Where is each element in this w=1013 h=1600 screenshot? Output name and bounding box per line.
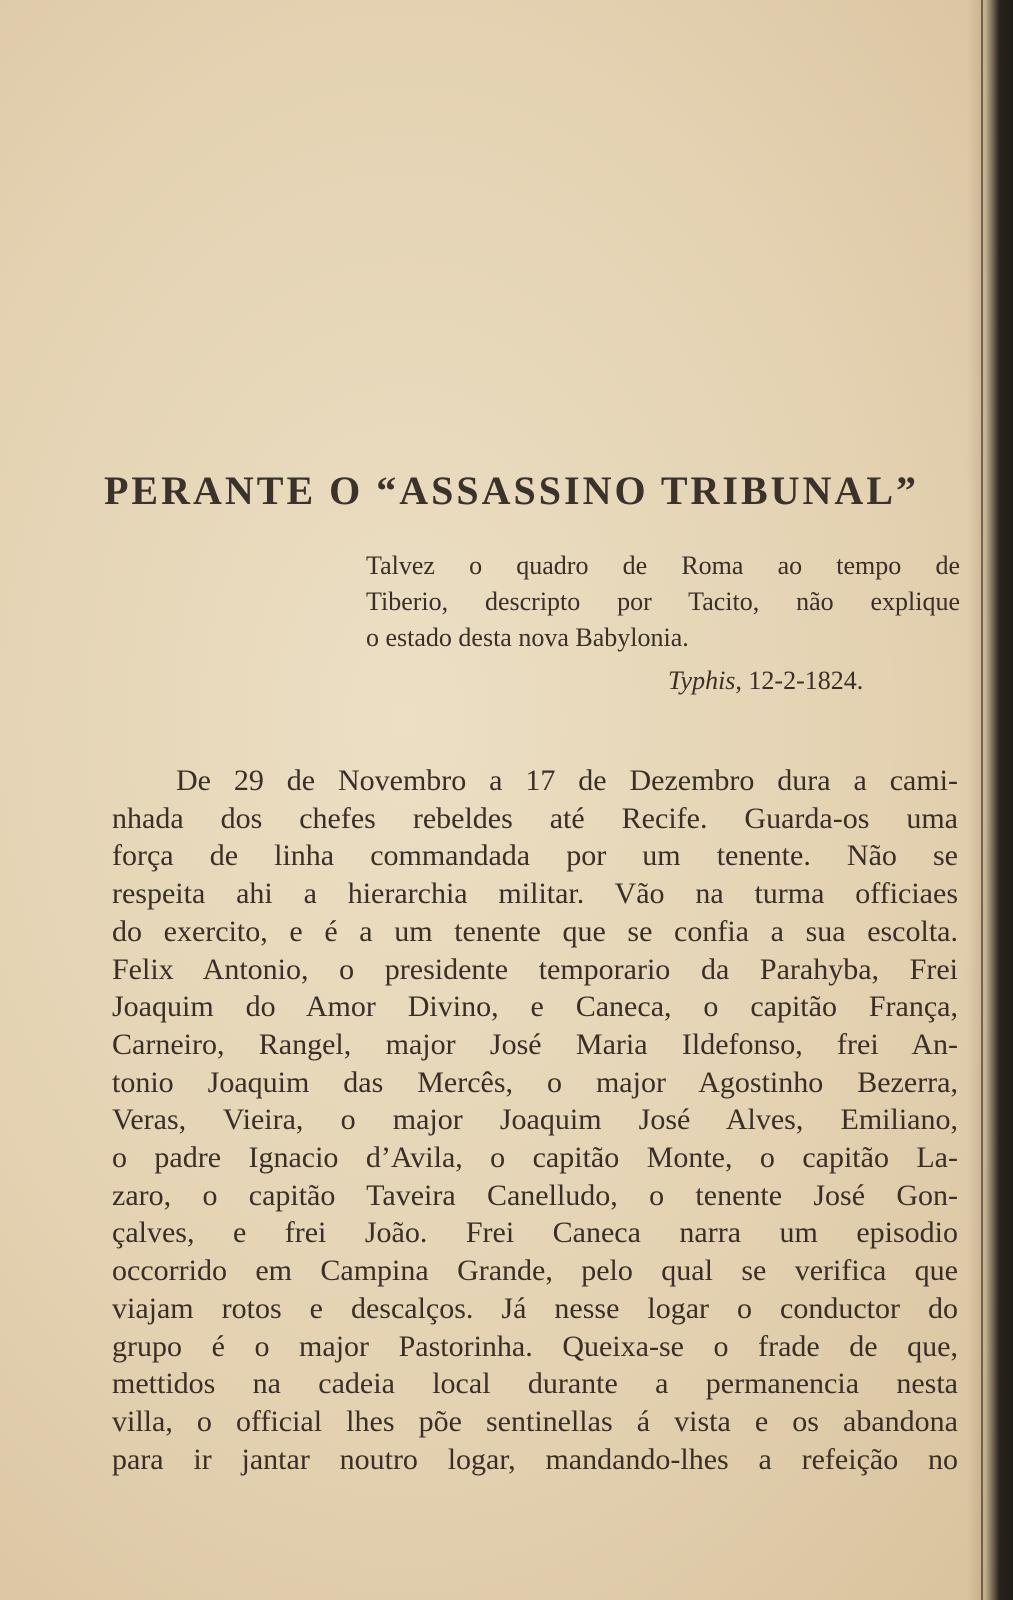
- body-line: grupo é o major Pastorinha. Queixa-se o frade de que,: [112, 1329, 958, 1363]
- page-gutter-shadow: [967, 0, 1013, 1600]
- page-edge-line: [981, 0, 983, 1600]
- body-line: força de linha commandada por um tenente. Não se: [112, 839, 958, 873]
- body-line: respeita ahi a hierarchia militar. Vão na turma officiaes: [112, 877, 958, 911]
- epigraph-attribution: [668, 666, 863, 696]
- body-line: o padre Ignacio d’Avila, o capitão Monte, o capitão La-: [112, 1141, 958, 1175]
- body-line: Veras, Vieira, o major Joaquim José Alves, Emiliano,: [112, 1103, 958, 1137]
- body-line: do exercito, e é a um tenente que se confia a sua escolta.: [112, 914, 958, 948]
- body-line: mettidos na cadeia local durante a permanencia nesta: [112, 1367, 958, 1401]
- body-paragraph: [112, 762, 958, 1478]
- body-line: tonio Joaquim das Mercês, o major Agostinho Bezerra,: [112, 1065, 958, 1099]
- body-line: Felix Antonio, o presidente temporario da Parahyba, Frei: [112, 952, 958, 986]
- epigraph-source-work: Typhis,: [668, 666, 742, 695]
- epigraph-source-date: 12-2-1824.: [748, 666, 864, 695]
- body-line: zaro, o capitão Taveira Canelludo, o tenente José Gon-: [112, 1178, 958, 1212]
- body-line: De 29 de Novembro a 17 de Dezembro dura a cami-: [176, 764, 958, 797]
- body-line: viajam rotos e descalços. Já nesse logar o conductor do: [112, 1291, 958, 1325]
- body-line: Joaquim do Amor Divino, e Caneca, o capitão França,: [112, 990, 958, 1024]
- epigraph: [366, 548, 960, 656]
- body-line: nhada dos chefes rebeldes até Recife. Guarda-os uma: [112, 801, 958, 835]
- epigraph-line: Talvez o quadro de Roma ao tempo de: [366, 551, 960, 580]
- body-line: çalves, e frei João. Frei Caneca narra um episodio: [112, 1216, 958, 1250]
- epigraph-line: Tiberio, descripto por Tacito, não explique: [366, 587, 960, 616]
- body-line: para ir jantar noutro logar, mandando-lhes a refeição no: [112, 1442, 958, 1476]
- body-line: Carneiro, Rangel, major José Maria Ildefonso, frei An-: [112, 1027, 958, 1061]
- epigraph-line: o estado desta nova Babylonia.: [366, 623, 689, 652]
- body-line: occorrido em Campina Grande, pelo qual se verifica que: [112, 1254, 958, 1288]
- body-line: villa, o official lhes põe sentinellas á vista e os abandona: [112, 1404, 958, 1438]
- chapter-title: PERANTE O “ASSASSINO TRIBUNAL”: [104, 467, 919, 513]
